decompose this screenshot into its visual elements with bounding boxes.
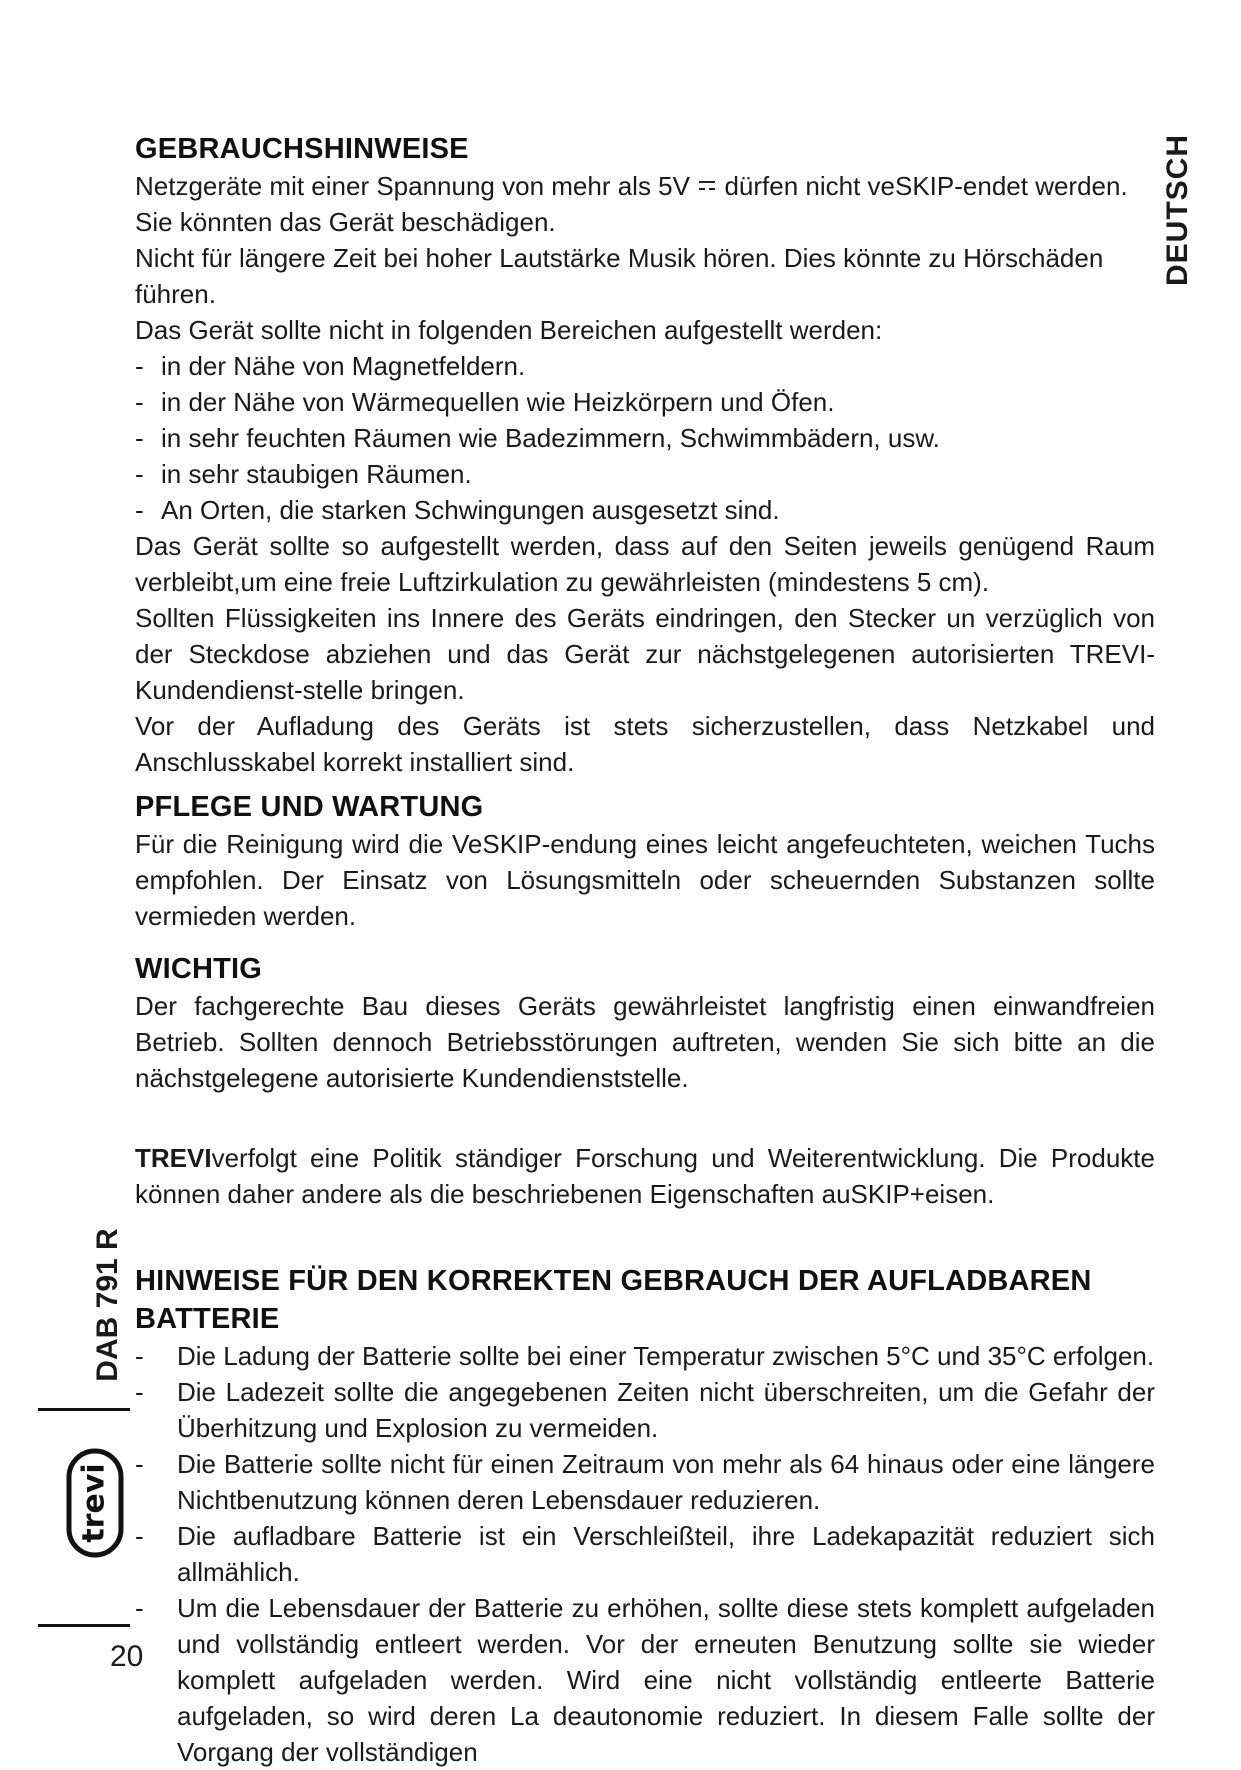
usage-p1-after: dürfen nicht veSKIP-endet werden. Sie könnten das Gerät beschädigen. <box>135 171 1128 237</box>
usage-paragraph-6: Vor der Aufladung des Geräts ist stets sicherzustellen, dass Netzkabel und Anschlusskabel korrekt installiert sind. <box>135 711 1155 777</box>
divider <box>38 1408 130 1411</box>
list-item: - Um die Lebensdauer der Batterie zu erhöhen, sollte diese stets komplett aufgeladen und vollständig entleert werden. Vor der erneuten Benutzung sollte sie wieder komplett aufgeladen werden. Wird eine nicht vollständig entleerte Batterie aufgeladen, so wird deren La deautonomie reduziert. In diesem Falle sollte der Vorgang der vollständigen <box>135 1590 1155 1770</box>
list-item: - in sehr feuchten Räumen wie Badezimmern, Schwimmbädern, usw. <box>135 420 1155 456</box>
policy-text: verfolgt eine Politik ständiger Forschung und Weiterentwicklung. Die Produkte können daher andere als die beschriebenen Eigenschaften auSKIP+eisen. <box>135 1143 1155 1209</box>
list-item: - Die Ladezeit sollte die angegebenen Zeiten nicht überschreiten, um die Gefahr der Überhitzung und Explosion zu vermeiden. <box>135 1374 1155 1446</box>
placement-list <box>135 348 1155 528</box>
list-item: - Die Ladung der Batterie sollte bei einer Temperatur zwischen 5°C und 35°C erfolgen. <box>135 1338 1155 1374</box>
care-paragraph: Für die Reinigung wird die VeSKIP-endung eines leicht angefeuchteten, weichen Tuchs empfohlen. Der Einsatz von Lösungsmitteln oder scheuernden Substanzen sollte vermieden werden. <box>135 829 1155 931</box>
divider <box>38 1624 130 1627</box>
usage-paragraph-3: Das Gerät sollte nicht in folgenden Bereichen aufgestellt werden: <box>135 315 883 345</box>
battery-heading: HINWEISE FÜR DEN KORREKTEN GEBRAUCH DER AUFLADBAREN BATTERIE <box>135 1265 1092 1335</box>
trevi-logo-icon <box>66 1448 124 1558</box>
battery-list <box>135 1338 1155 1770</box>
list-item: - An Orten, die starken Schwingungen ausgesetzt sind. <box>135 492 1155 528</box>
important-heading: WICHTIG <box>135 953 263 985</box>
list-item: - Die Batterie sollte nicht für einen Zeitraum von mehr als 64 hinaus oder eine längere Nichtbenutzung können deren Lebensdauer reduzieren. <box>135 1446 1155 1518</box>
usage-heading: GEBRAUCHSHINWEISE <box>135 133 469 165</box>
page-number: 20 <box>110 1640 144 1673</box>
usage-paragraph-1 <box>135 168 1155 240</box>
list-item: - Die aufladbare Batterie ist ein Verschleißteil, ihre Ladekapazität reduziert sich allmählich. <box>135 1518 1155 1590</box>
policy-paragraph <box>135 1140 1155 1212</box>
usage-paragraph-2: Nicht für längere Zeit bei hoher Lautstärke Musik hören. Dies könnte zu Hörschäden führen. <box>135 243 1104 309</box>
usage-paragraph-5: Sollten Flüssigkeiten ins Innere des Geräts eindringen, den Stecker un verzüglich von der Steckdose abziehen und das Gerät zur nächstgelegenen autorisierten TREVI-Kundendienst-stelle bringen. <box>135 603 1155 705</box>
dc-voltage-icon <box>699 181 715 195</box>
page-content <box>135 130 1155 1770</box>
brand-name: TREVI <box>135 1143 212 1173</box>
list-item: - in der Nähe von Wärmequellen wie Heizkörpern und Öfen. <box>135 384 1155 420</box>
usage-paragraph-4: Das Gerät sollte so aufgestellt werden, dass auf den Seiten jeweils genügend Raum verbleibt,um eine freie Luftzirkulation zu gewährleisten (mindestens 5 cm). <box>135 531 1155 597</box>
language-label: DEUTSCH <box>1161 133 1194 287</box>
important-paragraph: Der fachgerechte Bau dieses Geräts gewährleistet langfristig einen einwandfreien Betrieb. Sollten dennoch Betriebsstörungen auftreten, wenden Sie sich bitte an die nächstgelegene autorisierte Kundendienststelle. <box>135 991 1155 1093</box>
model-label-container <box>88 1210 128 1400</box>
logo-text: trevi <box>76 1463 112 1543</box>
list-item: - in sehr staubigen Räumen. <box>135 456 1155 492</box>
model-label: DAB 791 R <box>91 1228 124 1382</box>
list-item: - in der Nähe von Magnetfeldern. <box>135 348 1155 384</box>
usage-p1-before: Netzgeräte mit einer Spannung von mehr als 5V <box>135 171 690 201</box>
language-tab <box>1158 130 1198 290</box>
care-heading: PFLEGE UND WARTUNG <box>135 791 484 823</box>
